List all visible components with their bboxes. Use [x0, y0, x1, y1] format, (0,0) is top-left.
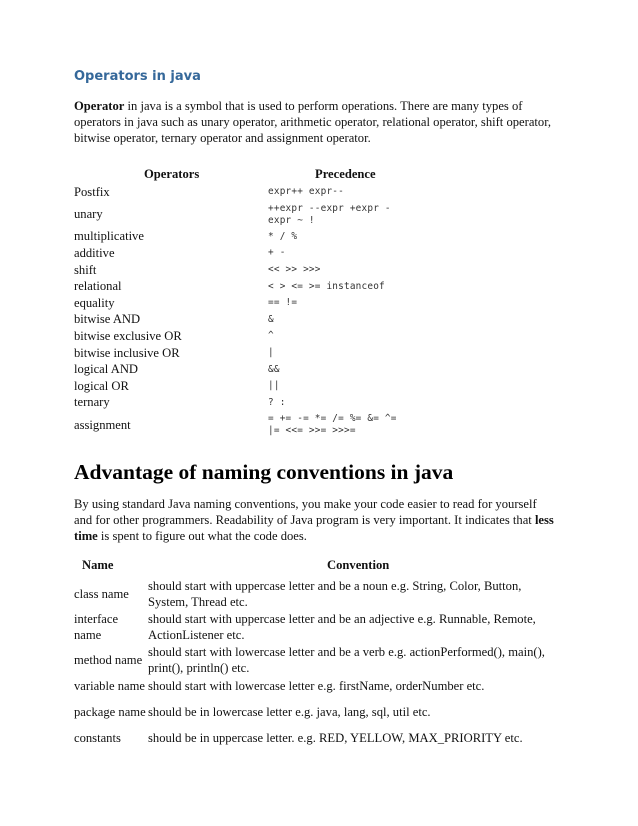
operator-precedence: = += -= *= /= %= &= ^= |= <<= >>= >>>=	[268, 413, 397, 437]
naming-convention-rule: should be in lowercase letter e.g. java, lang, sql, util etc.	[148, 704, 431, 719]
naming-identifier-type: variable name	[74, 678, 145, 693]
operator-precedence: expr++ expr--	[268, 186, 344, 198]
operator-name: Postfix	[74, 184, 110, 199]
operator-row	[74, 278, 554, 295]
naming-identifier-type: method name	[74, 652, 143, 667]
naming-intro-text-end: is spent to figure out what the code does.	[97, 529, 307, 544]
naming-row	[74, 729, 554, 748]
operator-row	[74, 201, 554, 229]
operator-name: multiplicative	[74, 229, 144, 244]
name-column-header: Name	[82, 558, 114, 572]
naming-intro-text-start: By using standard Java naming conventions, you make your code easier to read for yourself and for other programmers. Readability of Java program is very important. It indicates that	[74, 497, 537, 528]
operator-name: additive	[74, 245, 115, 260]
convention-column-header: Convention	[327, 558, 390, 572]
operator-name: logical OR	[74, 378, 129, 393]
operator-row	[74, 328, 554, 345]
precedence-column-header: Precedence	[315, 167, 376, 181]
naming-conventions-table	[74, 558, 554, 748]
operator-row	[74, 184, 554, 201]
operator-bold-term: Operator	[74, 99, 125, 113]
operators-table-body	[74, 184, 554, 439]
naming-convention-rule: should start with lowercase letter e.g. firstName, orderNumber etc.	[148, 678, 485, 693]
operator-row	[74, 295, 554, 312]
operator-precedence: ++expr --expr +expr - expr ~ !	[268, 202, 391, 226]
operator-row	[74, 262, 554, 279]
naming-row	[74, 696, 554, 729]
operator-precedence: == !=	[268, 297, 298, 309]
operator-name: relational	[74, 279, 122, 294]
operator-name: logical AND	[74, 362, 139, 377]
operator-name: ternary	[74, 395, 110, 410]
operator-name: bitwise exclusive OR	[74, 328, 182, 343]
naming-table-header	[74, 558, 554, 578]
operator-row	[74, 411, 554, 439]
operator-row	[74, 361, 554, 378]
operators-column-header: Operators	[144, 167, 200, 181]
naming-row	[74, 578, 554, 611]
naming-identifier-type: constants	[74, 730, 121, 745]
naming-row	[74, 677, 554, 696]
naming-identifier-type: class name	[74, 586, 129, 601]
naming-row	[74, 611, 554, 644]
operator-name: equality	[74, 295, 115, 310]
naming-identifier-type: package name	[74, 704, 146, 719]
operator-row	[74, 345, 554, 362]
operator-name: shift	[74, 262, 97, 277]
naming-intro-paragraph	[74, 496, 554, 545]
naming-table-body	[74, 578, 554, 748]
operator-row	[74, 378, 554, 395]
naming-convention-rule: should start with uppercase letter and be an adjective e.g. Runnable, Remote, ActionListener etc.	[148, 612, 536, 642]
operator-precedence: * / %	[268, 230, 298, 242]
operator-row	[74, 245, 554, 262]
operator-precedence: < > <= >= instanceof	[268, 280, 385, 292]
operator-name: assignment	[74, 417, 131, 432]
operator-row	[74, 312, 554, 329]
less-time-bold-term: less time	[74, 513, 554, 544]
operators-table-header	[74, 167, 554, 184]
operator-name: bitwise inclusive OR	[74, 345, 180, 360]
naming-identifier-type: interface name	[74, 612, 119, 642]
operator-precedence: &	[268, 313, 274, 325]
naming-row	[74, 644, 554, 677]
operators-table	[74, 167, 554, 439]
naming-convention-rule: should start with uppercase letter and be a noun e.g. String, Color, Button, System, Thread etc.	[148, 579, 522, 609]
document-content	[74, 68, 554, 745]
operator-precedence: ^	[268, 330, 274, 342]
operators-intro-paragraph	[74, 98, 554, 147]
operators-intro-text: in java is a symbol that is used to perform operations. There are many types of operators in java such as unary operator, arithmetic operator, relational operator, shift operator, bitwise operator, ternary operator and assignment operator.	[74, 99, 552, 146]
operator-row	[74, 229, 554, 246]
section-heading-naming-conventions: Advantage of naming conventions in java	[74, 460, 454, 484]
naming-convention-rule: should be in uppercase letter. e.g. RED, YELLOW, MAX_PRIORITY etc.	[148, 730, 523, 745]
operator-precedence: |	[268, 347, 274, 359]
operator-precedence: ? :	[268, 396, 286, 408]
operator-precedence: ||	[268, 380, 280, 392]
operator-row	[74, 395, 554, 412]
operator-precedence: << >> >>>	[268, 264, 321, 276]
operator-name: bitwise AND	[74, 312, 141, 327]
operator-precedence: + -	[268, 247, 286, 259]
operator-precedence: &&	[268, 363, 280, 375]
section-heading-operators: Operators in java	[74, 69, 201, 84]
operator-name: unary	[74, 207, 103, 222]
naming-convention-rule: should start with lowercase letter and be a verb e.g. actionPerformed(), main(), print(), println() etc.	[148, 645, 545, 675]
